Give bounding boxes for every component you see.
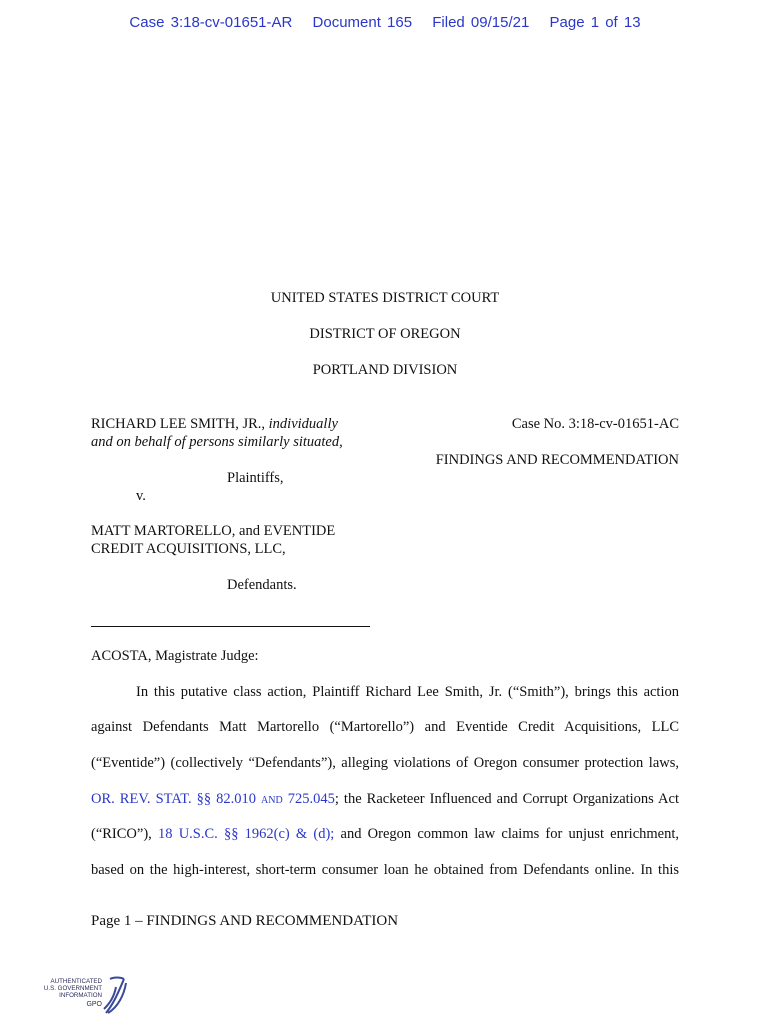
body-line-6: based on the high-interest, short-term consumer loan he obtained from Defendants online. In this — [91, 862, 679, 878]
plaintiff-desc-2: and on behalf of persons similarly situated, — [91, 434, 343, 450]
page-footer: Page 1 – FINDINGS AND RECOMMENDATION — [91, 913, 399, 929]
body-line-4-rest: ; the Racketeer Influenced and Corrupt Organizations Act — [334, 791, 679, 807]
stamp-document-number: Document 165 — [312, 14, 413, 31]
stamp-filed-date: Filed 09/15/21 — [432, 14, 530, 31]
body-line-5 — [91, 826, 679, 843]
versus: v. — [136, 488, 146, 504]
caption-divider — [91, 626, 370, 627]
court-division: PORTLAND DIVISION — [312, 362, 458, 378]
stamp-page-count: Page 1 of 13 — [549, 14, 641, 31]
oregon-statute-citation[interactable]: OR. REV. STAT. §§ 82.010 and 725.045 — [91, 791, 335, 807]
plaintiff-line — [91, 416, 338, 433]
defendant-line-2: CREDIT ACQUISITIONS, LLC, — [91, 541, 286, 557]
stamp-case-number: Case 3:18-cv-01651-AR — [129, 14, 293, 31]
plaintiff-role: Plaintiffs, — [227, 470, 284, 486]
body-line-1: In this putative class action, Plaintiff Richard Lee Smith, Jr. (“Smith”), brings this action — [136, 684, 679, 700]
body-line-4 — [91, 791, 679, 808]
plaintiff-desc-1: individually — [268, 416, 338, 432]
gpo-authenticated-logo — [44, 973, 130, 1019]
body-line-2: against Defendants Matt Martorello (“Martorello”) and Eventide Credit Acquisitions, LLC — [91, 719, 679, 735]
body-line-3: (“Eventide”) (collectively “Defendants”), alleging violations of Oregon consumer protection laws, — [91, 755, 679, 771]
defendant-role: Defendants. — [227, 577, 297, 593]
gpo-logo-mark: GPO — [86, 1001, 102, 1008]
rico-citation[interactable]: 18 U.S.C. §§ 1962(c) & (d); — [158, 826, 335, 842]
court-name: UNITED STATES DISTRICT COURT — [270, 290, 500, 306]
judge-line: ACOSTA, Magistrate Judge: — [91, 648, 259, 664]
eagle-icon — [104, 978, 126, 1014]
case-number: Case No. 3:18-cv-01651-AC — [511, 416, 679, 432]
body-line-5-a: (“RICO”), — [91, 826, 158, 842]
plaintiff-name: RICHARD LEE SMITH, JR., — [91, 416, 269, 432]
ecf-header-stamp — [0, 14, 770, 31]
body-line-5-b: and Oregon common law claims for unjust enrichment, — [334, 826, 680, 842]
defendant-line-1: MATT MARTORELLO, and EVENTIDE — [91, 523, 336, 539]
gpo-logo-line-1: AUTHENTICATED — [50, 978, 102, 985]
gpo-logo-line-2: U.S. GOVERNMENT — [44, 985, 102, 992]
court-district: DISTRICT OF OREGON — [309, 326, 461, 342]
gpo-logo-line-3: INFORMATION — [59, 992, 102, 999]
document-title: FINDINGS AND RECOMMENDATION — [435, 452, 679, 468]
